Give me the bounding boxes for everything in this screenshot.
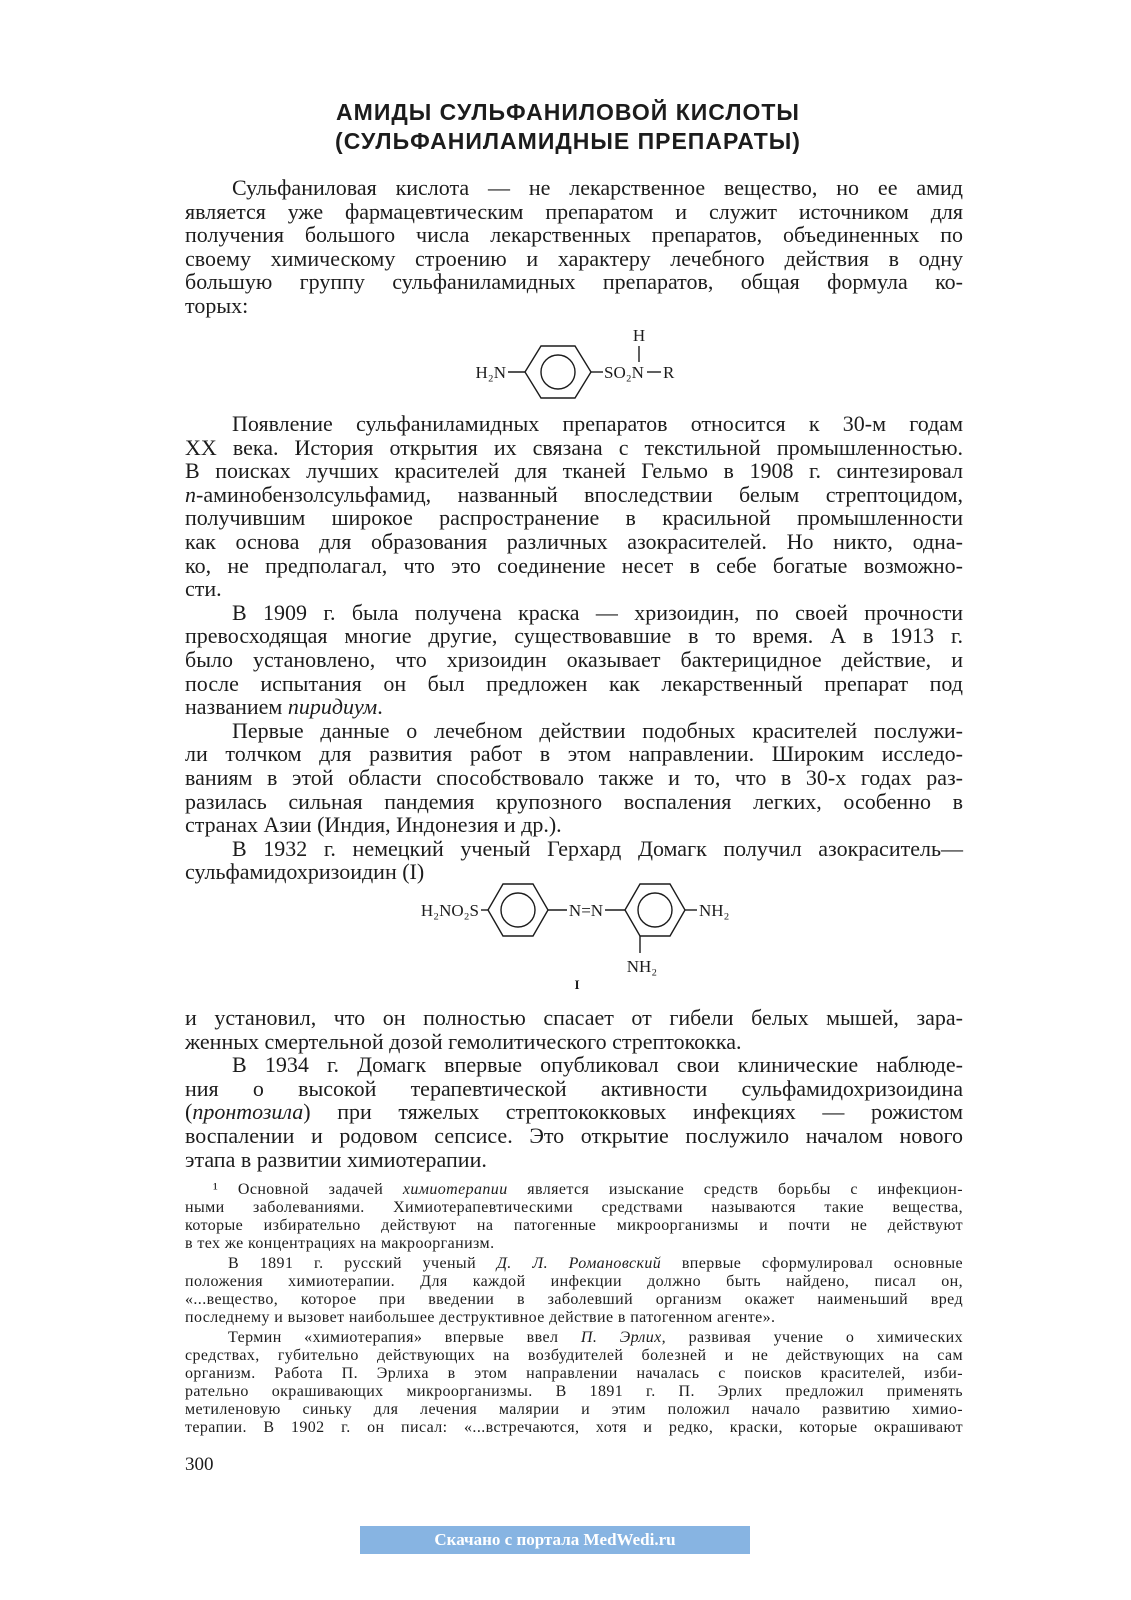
text-line: В 1932 г. немецкий ученый Герхард Домагк получил азокраситель— [232,835,963,861]
text-line: Первые данные о лечебном действии подобных красителей послужи- [232,717,963,743]
text-line: странах Азии (Индия, Индонезия и др.). [185,812,562,838]
paragraph [185,176,963,318]
chapter-title-line-1: АМИДЫ СУЛЬФАНИЛОВОЙ КИСЛОТЫ [336,99,800,125]
text-line [185,1100,963,1124]
body-text-section-2 [185,412,963,884]
text-segment: является изыскание средств борьбы с инфекцион- [507,1181,963,1198]
text-line: торых: [185,292,249,318]
structural-formula-2 [395,878,765,1000]
text-line: Появление сульфаниламидных препаратов относится к 30-м годам [232,411,963,436]
chapter-title [168,98,968,156]
paragraph [185,1329,963,1437]
atom-label-amino-group-ortho: NH₂ [626,957,658,976]
atom-label-radical: R [663,363,675,382]
benzene-ring-2 [625,884,685,936]
text-segment: Термин «химиотерапия» впервые ввел [228,1329,581,1346]
text-line: организм. Работа П. Эрлиха в этом направлении началась с поисков красителей, изби- [185,1365,963,1382]
text-line: ными заболеваниями. Химиотерапевтическими средствами называются такие вещества, [185,1199,963,1216]
benzene-ring-1 [488,884,548,936]
benzene-ring [525,346,591,398]
text-line: сти. [185,576,222,602]
text-line: и установил, что он полностью спасает от гибели белых мышей, зара- [185,1005,963,1030]
text-line: большую группу сульфаниламидных препаратов, общая формула ко- [185,269,963,295]
text-line: метиленовую синьку для лечения малярии и этим положил начало развитию химио- [185,1401,963,1418]
text-segment: названием [185,694,288,720]
text-segment: ) при тяжелых стрептококковых инфекциях — рожистом [303,1099,963,1125]
text-segment: ¹ Основной задачей [213,1181,403,1198]
aromatic-circle [501,893,535,927]
paragraph [185,1006,963,1053]
footnotes [185,1181,963,1439]
text-line: положения химиотерапии. Для каждой инфекции должно быть найдено, писал он, [185,1273,963,1290]
text-line: средствах, губительно действующих на возбудителей болезней и не действующих на сам [185,1347,963,1364]
text-line: после испытания он был предложен как лекарственный препарат под [185,670,963,696]
italic-term: пронтозила [192,1099,304,1125]
text-line: В поисках лучших красителей для тканей Гельмо в 1908 г. синтезировал [185,458,963,484]
atom-label-amino-group-para: NH₂ [699,901,730,920]
text-line: XX века. История открытия их связана с текстильной промышленностью. [185,434,963,460]
text-line: «...вещество, которое при введении в заболевший организм окажет наименьший вред [185,1291,963,1308]
atom-label-azo-group: N=N [568,901,604,920]
compound-number-label: I [574,977,580,992]
body-text-section-3 [185,1006,963,1171]
text-line: В 1909 г. была получена краска — хризоидин, по своей прочности [232,599,963,625]
text-line: было установлено, что хризоидин оказывает бактерицидное действие, и [185,646,963,672]
text-line [185,1181,963,1199]
text-segment: . [377,694,383,720]
text-line [185,1255,963,1273]
paragraph [185,1053,963,1171]
structural-formula-1 [460,322,700,404]
text-line: рательно окрашивающих микроорганизмы. В 1891 г. П. Эрлих предложил применять [185,1383,963,1400]
text-segment: ( [185,1099,193,1125]
text-line: превосходящая многие другие, существовавшие в то время. А в 1913 г. [185,623,963,649]
text-segment: развивая учение о химических [666,1329,963,1346]
text-line: В 1934 г. Домагк впервые опубликовал свои клинические наблюде- [232,1052,963,1078]
text-line: сульфамидохризоидин (I) [185,859,425,885]
text-line: в тех же концентрациях на макроорганизм. [185,1235,495,1252]
text-line: воспалении и родовом сепсисе. Это открытие послужило началом нового [185,1122,963,1148]
italic-term: П. Эрлих, [580,1329,667,1346]
text-line: последнему и вызовет наибольшее деструктивное действие в патогенном агенте». [185,1309,776,1326]
text-line: терапии. В 1902 г. он писал: «...встречаются, хотя и редко, краски, которые окрашивают [185,1419,963,1436]
paragraph [185,601,963,719]
text-line: ко, не предполагал, что это соединение несет в себе богатые возможно- [185,552,963,578]
text-line: является уже фармацевтическим препаратом и служит источником для [185,198,963,224]
paragraph [185,412,963,601]
italic-term: химиотерапии [402,1181,508,1198]
italic-term: пиридиум [287,694,378,720]
text-line [185,695,963,719]
text-line: этапа в развитии химиотерапии. [185,1146,487,1172]
text-line [185,483,963,507]
aromatic-circle [541,355,575,389]
chapter-title-line-2: (СУЛЬФАНИЛАМИДНЫЕ ПРЕПАРАТЫ) [335,128,801,154]
paragraph [185,719,963,837]
download-watermark-banner: Скачано с портала MedWedi.ru [360,1526,750,1554]
text-line: как основа для образования различных азокрасителей. Но никто, одна- [185,528,963,554]
paragraph [185,837,963,884]
page-number: 300 [185,1454,214,1475]
text-line: которые избирательно действуют на патогенные микроорганизмы и почти не действуют [185,1217,963,1234]
atom-label-amino-group: H₂N [475,363,506,382]
text-line: ния о высокой терапевтической активности сульфамидохризоидина [185,1075,963,1101]
text-line [185,1329,963,1347]
text-line: ли толчком для развития работ в этом направлении. Широким исследо- [185,741,963,767]
body-text-section-1 [185,176,963,318]
text-line: получения большого числа лекарственных препаратов, объединенных по [185,222,963,248]
aromatic-circle [638,893,672,927]
text-line: женных смертельной дозой гемолитического стрептококка. [185,1028,742,1054]
text-line: ваниям в этой области способствовало также и то, что в 30-х годах раз- [185,764,963,790]
atom-label-hydrogen: H [632,326,646,345]
text-segment: впервые сформулировал основные [661,1255,963,1272]
text-line: своему химическому строению и характеру лечебного действия в одну [185,245,963,271]
text-line: получившим широкое распространение в красильной промышленности [185,505,963,531]
italic-term: п [185,481,196,507]
atom-label-sulfamoyl-group: H₂NO₂S [420,901,479,920]
paragraph [185,1255,963,1327]
atom-label-sulfonamide-group: SO₂N [604,363,644,382]
text-segment: В 1891 г. русский ученый [228,1255,497,1272]
italic-term: Д. Л. Романовский [496,1255,662,1272]
text-line: Сульфаниловая кислота — не лекарственное вещество, но ее амид [232,175,963,200]
paragraph [185,1181,963,1253]
text-line: разилась сильная пандемия крупозного воспаления легких, особенно в [185,788,963,814]
text-segment: -аминобензолсульфамид, названный впоследствии белым стрептоцидом, [196,481,963,507]
